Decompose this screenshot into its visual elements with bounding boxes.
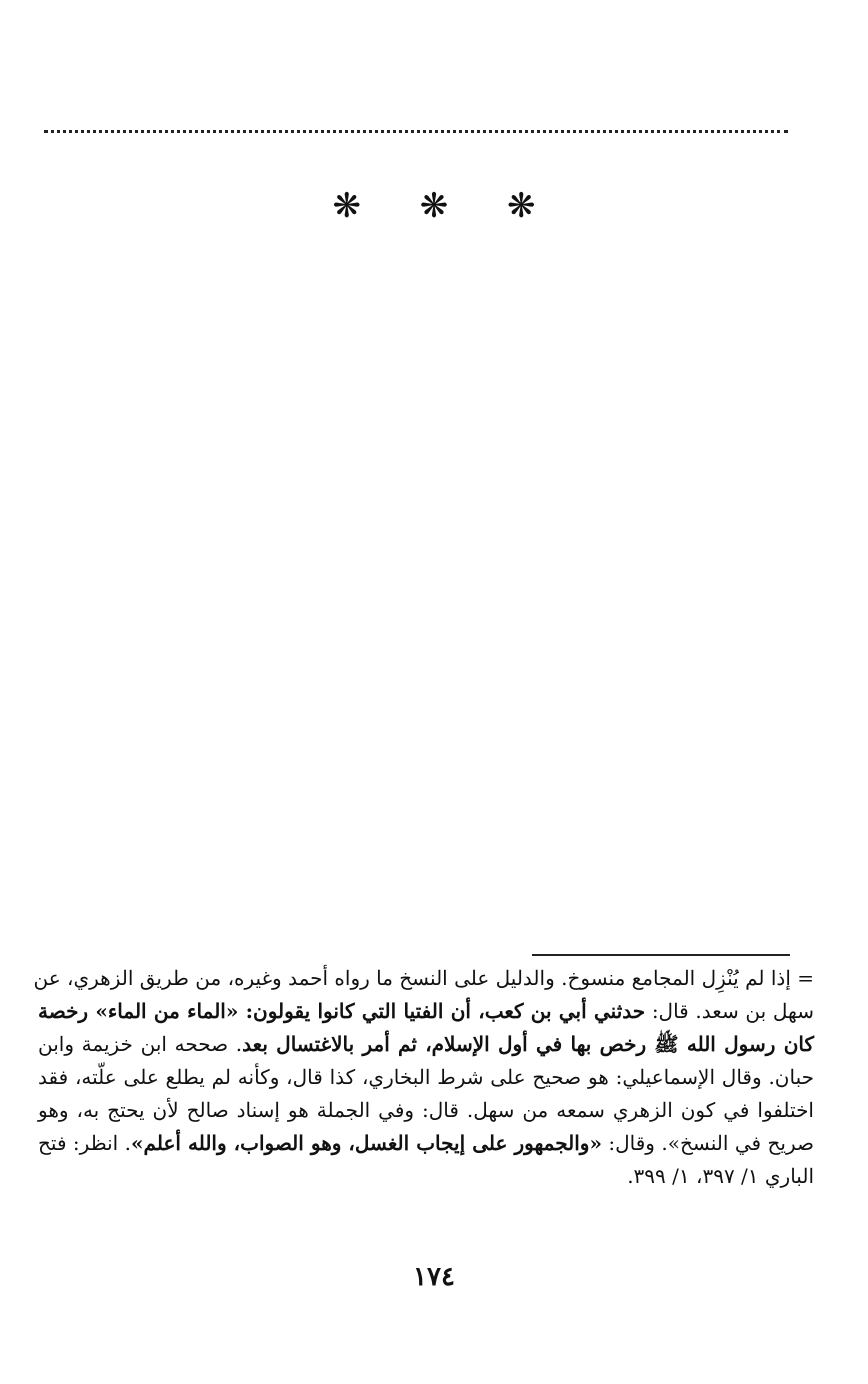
- footnote-quote-bold: «والجمهور على إيجاب الغسل، وهو الصواب، والله أعلم»: [131, 1131, 602, 1155]
- footnote-quote-bold: حدثني أبي بن كعب، أن الفتيا التي كانوا يقولون: «الماء من الماء» رخصة: [38, 999, 646, 1023]
- footnote-rule: [532, 954, 790, 956]
- dotted-divider: [44, 130, 788, 133]
- footnote-line: [38, 1127, 814, 1160]
- footnote-line: [33, 962, 814, 995]
- footnote-run: = إذا لم يُنْزِل المجامع منسوخ. والدليل على النسخ ما رواه أحمد وغيره، من طريق الزهري، عن: [33, 966, 814, 990]
- footnote-run: الباري ١/ ٣٩٧، ١/ ٣٩٩.: [627, 1164, 814, 1188]
- footnote-line: [38, 1028, 814, 1061]
- footnote-run: . انظر: فتح: [38, 1131, 132, 1155]
- footnote-line: [38, 1094, 814, 1127]
- footnote-run: سهل بن سعد. قال:: [645, 999, 814, 1023]
- footnote-run: اختلفوا في كون الزهري سمعه من سهل. قال: وفي الجملة هو إسناد صالح لأن يحتج به، وهو: [38, 1098, 814, 1122]
- page-number: ١٧٤: [413, 1262, 455, 1292]
- footnote-line: [38, 1061, 814, 1094]
- footnote-run: . صححه ابن خزيمة وابن: [38, 1032, 243, 1056]
- asterism-separator: ❋ ❋ ❋: [332, 186, 560, 226]
- footnote-run: حبان. وقال الإسماعيلي: هو صحيح على شرط البخاري، كذا قال، وكأنه لم يطلع على علّته، فقد: [38, 1065, 814, 1089]
- footnote-line: [38, 995, 814, 1028]
- footnote-text: [33, 962, 814, 1242]
- footnote-run: صريح في النسخ». وقال:: [601, 1131, 814, 1155]
- footnote-line: [38, 1160, 814, 1193]
- footnote-quote-bold: كان رسول الله ﷺ رخص بها في أول الإسلام، ثم أمر بالاغتسال بعد: [242, 1032, 814, 1056]
